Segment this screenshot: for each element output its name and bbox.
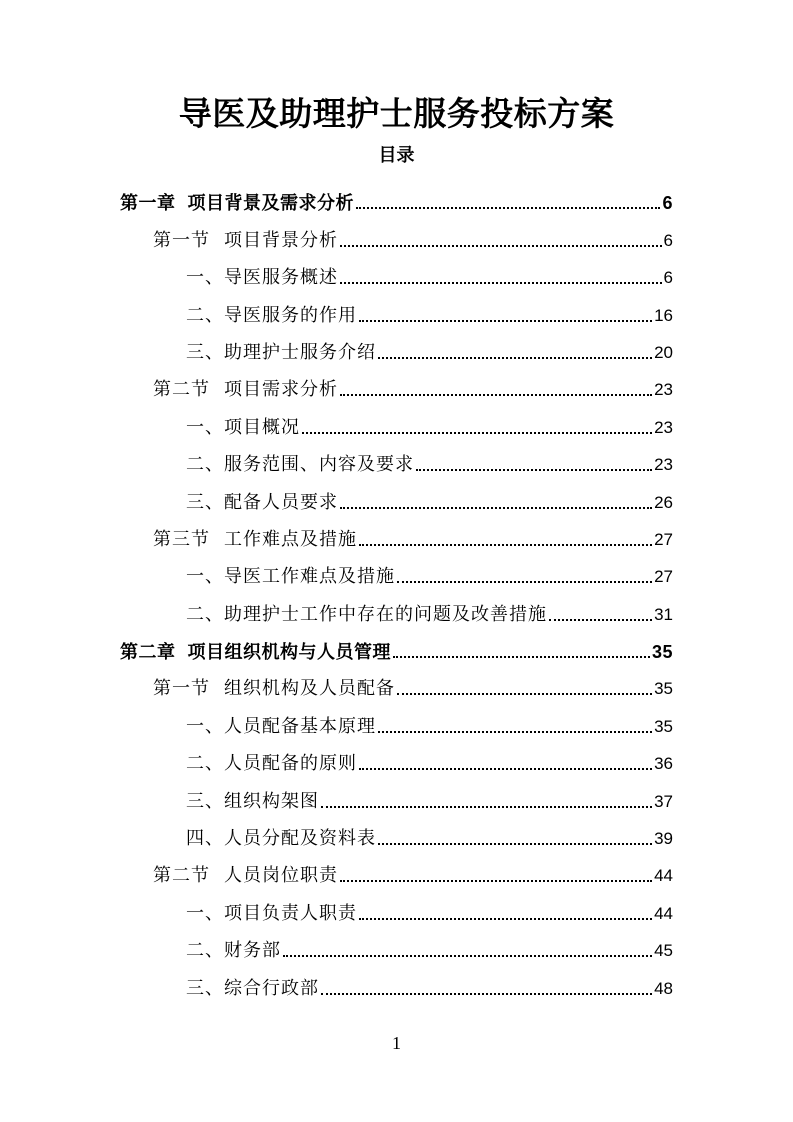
toc-entry-number: 三、 [186, 491, 224, 513]
toc-subsection-entry[interactable] [0, 557, 793, 594]
toc-entry-page: 16 [654, 305, 673, 325]
toc-dot-leader [302, 432, 652, 434]
toc-subsection-entry[interactable] [0, 744, 793, 781]
toc-dot-leader [359, 768, 652, 770]
toc-entry-label: 导医工作难点及措施 [224, 566, 395, 588]
toc-entry-label: 项目概况 [224, 416, 300, 438]
toc-entry-number: 三、 [186, 790, 224, 812]
toc-entry-number: 一、 [186, 416, 224, 438]
toc-entry-number: 一、 [186, 566, 224, 588]
toc-subsection-entry[interactable] [0, 295, 793, 332]
toc-dot-leader [340, 507, 652, 509]
toc-entry-number: 三、 [186, 341, 224, 363]
document-title: 导医及助理护士服务投标方案 [178, 94, 615, 133]
toc-entry-page: 6 [663, 268, 673, 288]
toc-subsection-entry[interactable] [0, 407, 793, 444]
toc-subsection-entry[interactable] [0, 445, 793, 482]
toc-entry-page: 44 [654, 903, 673, 923]
toc-entry-page: 48 [654, 978, 673, 998]
toc-chapter-entry[interactable] [0, 632, 793, 669]
toc-entry-number: 第三节 [153, 528, 210, 550]
toc-dot-leader [340, 282, 662, 284]
toc-entry-label: 人员配备基本原理 [224, 715, 376, 737]
toc-subsection-entry[interactable] [0, 706, 793, 743]
toc-subsection-entry[interactable] [0, 258, 793, 295]
toc-entry-label: 项目背景分析 [224, 229, 338, 251]
toc-dot-leader [416, 469, 652, 471]
toc-subsection-entry[interactable] [0, 333, 793, 370]
toc-dot-leader [397, 693, 652, 695]
toc-entry-label: 工作难点及措施 [224, 528, 357, 550]
toc-entry-page: 27 [654, 567, 673, 587]
toc-section-entry[interactable] [0, 520, 793, 557]
toc-entry-page: 20 [654, 342, 673, 362]
toc-entry-label: 人员岗位职责 [224, 865, 338, 887]
toc-entry-label: 助理护士工作中存在的问题及改善措施 [224, 603, 547, 625]
toc-entry-label: 项目需求分析 [224, 379, 338, 401]
toc-entry-number: 二、 [186, 603, 224, 625]
toc-entry-number: 四、 [186, 828, 224, 850]
toc-entry-page: 27 [654, 529, 673, 549]
toc-dot-leader [549, 619, 652, 621]
toc-dot-leader [397, 581, 652, 583]
toc-entry-number: 一、 [186, 715, 224, 737]
toc-subsection-entry[interactable] [0, 968, 793, 1005]
toc-entry-page: 26 [654, 492, 673, 512]
toc-entry-page: 45 [654, 941, 673, 961]
toc-dot-leader [359, 320, 652, 322]
toc-entry-number: 一、 [186, 902, 224, 924]
toc-entry-number: 第一节 [153, 229, 210, 251]
toc-dot-leader [340, 245, 662, 247]
toc-dot-leader [359, 544, 652, 546]
toc-entry-page: 23 [654, 455, 673, 475]
toc-entry-number: 二、 [186, 454, 224, 476]
toc-entry-label: 组织构架图 [224, 790, 319, 812]
toc-dot-leader [340, 880, 652, 882]
toc-dot-leader [378, 731, 652, 733]
toc-entry-number: 第二节 [153, 379, 210, 401]
toc-entry-page: 31 [654, 604, 673, 624]
toc-entry-number: 二、 [186, 753, 224, 775]
toc-entry-page: 39 [654, 829, 673, 849]
toc-entry-page: 35 [651, 642, 673, 663]
toc-entry-number: 一、 [186, 267, 224, 289]
page-number: 1 [392, 1033, 401, 1053]
toc-entry-label: 组织机构及人员配备 [224, 678, 395, 700]
toc-dot-leader [356, 207, 660, 209]
toc-dot-leader [359, 918, 652, 920]
toc-entry-label: 人员分配及资料表 [224, 828, 376, 850]
toc-entry-number: 第二章 [120, 642, 176, 663]
toc-dot-leader [378, 843, 652, 845]
toc-entry-label: 导医服务的作用 [224, 304, 357, 326]
toc-section-entry[interactable] [0, 669, 793, 706]
toc-entry-page: 23 [654, 380, 673, 400]
toc-entry-label: 财务部 [224, 940, 281, 962]
toc-section-entry[interactable] [0, 220, 793, 257]
toc-entry-label: 助理护士服务介绍 [224, 341, 376, 363]
toc-subsection-entry[interactable] [0, 781, 793, 818]
toc-entry-label: 导医服务概述 [224, 267, 338, 289]
toc-entry-number: 二、 [186, 940, 224, 962]
toc-section-entry[interactable] [0, 370, 793, 407]
toc-entry-label: 项目负责人职责 [224, 902, 357, 924]
toc-entry-number: 第一节 [153, 678, 210, 700]
toc-dot-leader [393, 656, 650, 658]
toc-subsection-entry[interactable] [0, 482, 793, 519]
toc-subsection-entry[interactable] [0, 594, 793, 631]
toc-entry-number: 第一章 [120, 193, 176, 214]
toc-dot-leader [340, 394, 652, 396]
toc-chapter-entry[interactable] [0, 183, 793, 220]
toc-entry-label: 人员配备的原则 [224, 753, 357, 775]
toc-entry-label: 配备人员要求 [224, 491, 338, 513]
toc-dot-leader [378, 357, 652, 359]
table-of-contents [0, 183, 793, 1006]
toc-entry-page: 23 [654, 417, 673, 437]
toc-entry-page: 35 [654, 716, 673, 736]
toc-entry-number: 三、 [186, 977, 224, 999]
toc-entry-number: 第二节 [153, 865, 210, 887]
toc-dot-leader [321, 806, 652, 808]
toc-entry-label: 服务范围、内容及要求 [224, 454, 414, 476]
toc-entry-page: 35 [654, 679, 673, 699]
toc-entry-number: 二、 [186, 304, 224, 326]
toc-entry-label: 项目背景及需求分析 [187, 193, 354, 214]
toc-subsection-entry[interactable] [0, 893, 793, 930]
toc-entry-label: 综合行政部 [224, 977, 319, 999]
toc-entry-label: 项目组织机构与人员管理 [187, 642, 391, 663]
toc-entry-page: 44 [654, 866, 673, 886]
toc-subsection-entry[interactable] [0, 931, 793, 968]
toc-heading: 目录 [378, 145, 415, 166]
toc-subsection-entry[interactable] [0, 819, 793, 856]
toc-dot-leader [321, 993, 652, 995]
toc-entry-page: 37 [654, 791, 673, 811]
toc-dot-leader [283, 955, 652, 957]
toc-section-entry[interactable] [0, 856, 793, 893]
toc-entry-page: 36 [654, 754, 673, 774]
toc-entry-page: 6 [662, 193, 673, 214]
toc-entry-page: 6 [663, 230, 673, 250]
